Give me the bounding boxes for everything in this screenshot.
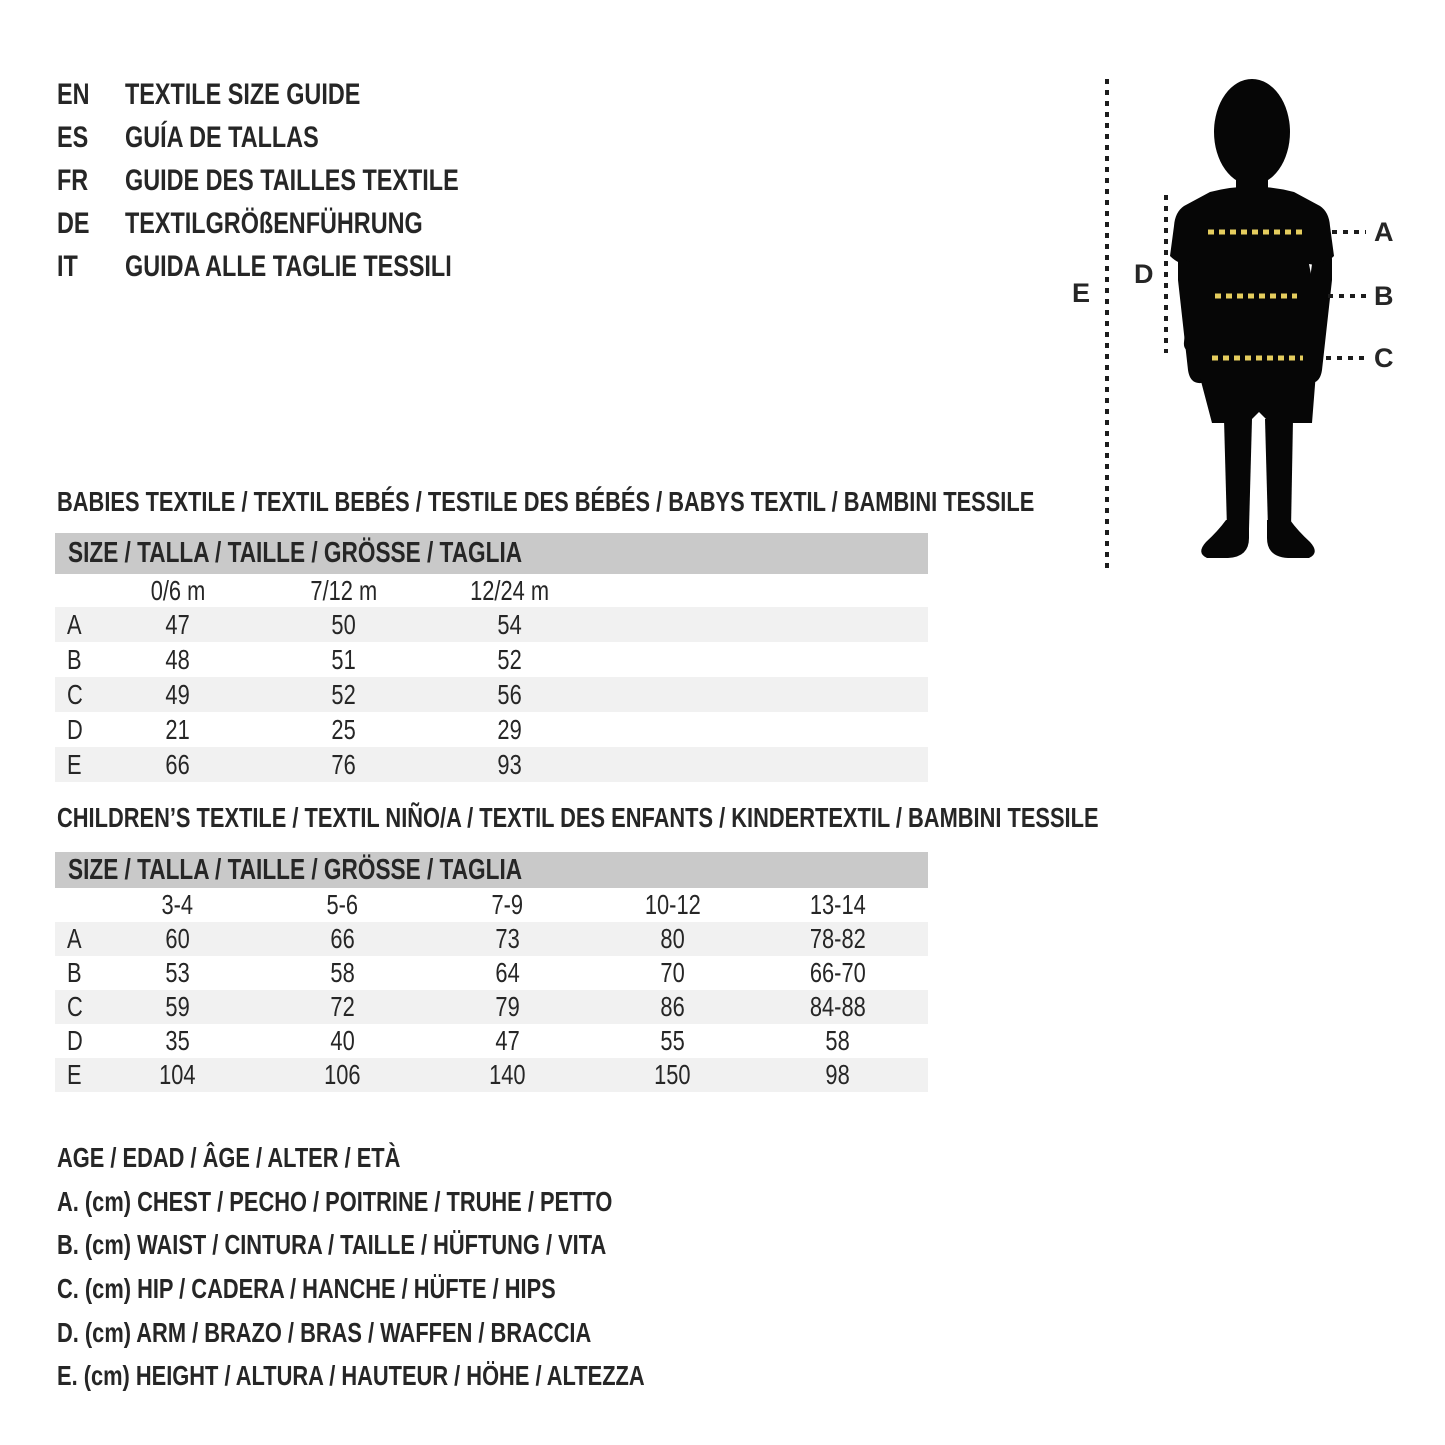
row-label: C — [67, 678, 83, 710]
cell: 60 — [165, 923, 190, 954]
language-title-block — [57, 73, 553, 288]
table-row-d — [55, 712, 928, 747]
cell: 70 — [660, 957, 685, 988]
table-row-b — [55, 956, 928, 990]
cell: 47 — [165, 608, 191, 640]
lang-code: ES — [57, 120, 89, 154]
column-header: 0/6 m — [150, 574, 206, 606]
cell: 79 — [495, 991, 520, 1022]
lang-code: DE — [57, 206, 90, 240]
table-row-c — [55, 677, 928, 712]
cell: 140 — [489, 1059, 526, 1090]
cell: 48 — [165, 643, 191, 675]
row-label: B — [67, 643, 82, 675]
label-height-e: E — [1072, 278, 1091, 308]
column-header: 12/24 m — [470, 574, 550, 606]
cell: 53 — [165, 957, 190, 988]
column-header: 10-12 — [644, 889, 701, 920]
measurement-legend — [57, 1136, 810, 1398]
cell: 72 — [330, 991, 355, 1022]
cell: 73 — [495, 923, 520, 954]
table-row-e — [55, 1058, 928, 1092]
children-size-table — [55, 852, 928, 1092]
cell: 66-70 — [809, 957, 866, 988]
cell: 21 — [165, 713, 191, 745]
children-section-heading: CHILDREN’S TEXTILE / TEXTIL NIÑO/A / TEXTIL DES ENFANTS / KINDERTEXTIL / BAMBINI TESSILE — [57, 802, 1099, 833]
legend-chest: A. (cm) CHEST / PECHO / POITRINE / TRUHE / PETTO — [57, 1185, 613, 1217]
cell: 93 — [497, 748, 523, 780]
legend-hip: C. (cm) HIP / CADERA / HANCHE / HÜFTE / HIPS — [57, 1272, 556, 1304]
cell: 64 — [495, 957, 520, 988]
cell: 106 — [324, 1059, 361, 1090]
lang-code: IT — [57, 249, 78, 283]
cell: 29 — [497, 713, 523, 745]
column-header: 7-9 — [491, 889, 524, 920]
row-label: E — [67, 1059, 82, 1090]
legend-arm: D. (cm) ARM / BRAZO / BRAS / WAFFEN / BRACCIA — [57, 1316, 592, 1348]
cell: 50 — [331, 608, 357, 640]
title-row-de — [57, 202, 553, 245]
guide-title: TEXTILE SIZE GUIDE — [125, 77, 361, 111]
cell: 35 — [165, 1025, 190, 1056]
cell: 104 — [159, 1059, 196, 1090]
cell: 49 — [165, 678, 191, 710]
row-label: E — [67, 748, 82, 780]
cell: 66 — [330, 923, 355, 954]
cell: 55 — [660, 1025, 685, 1056]
row-label: A — [67, 608, 82, 640]
babies-section-heading: BABIES TEXTILE / TEXTIL BEBÉS / TESTILE DES BÉBÉS / BABYS TEXTIL / BAMBINI TESSILE — [57, 486, 1035, 517]
column-header: 13-14 — [809, 889, 866, 920]
lang-code: FR — [57, 163, 89, 197]
guide-title: GUIDE DES TAILLES TEXTILE — [125, 163, 459, 197]
title-row-fr — [57, 159, 553, 202]
babies-size-header-bar: SIZE / TALLA / TAILLE / GRÖSSE / TAGLIA — [55, 533, 928, 574]
legend-age: AGE / EDAD / ÂGE / ALTER / ETÀ — [57, 1141, 401, 1173]
table-row-a — [55, 922, 928, 956]
cell: 59 — [165, 991, 190, 1022]
babies-column-header-row — [55, 574, 928, 607]
table-row-b — [55, 642, 928, 677]
guide-title: TEXTILGRÖßENFÜHRUNG — [125, 206, 423, 240]
row-label: D — [67, 1025, 83, 1056]
cell: 52 — [497, 643, 523, 675]
cell: 150 — [654, 1059, 691, 1090]
row-label: A — [67, 923, 82, 954]
cell: 78-82 — [809, 923, 866, 954]
table-row-a — [55, 607, 928, 642]
legend-height: E. (cm) HEIGHT / ALTURA / HAUTEUR / HÖHE / ALTEZZA — [57, 1360, 645, 1392]
row-label: D — [67, 713, 83, 745]
title-row-it — [57, 245, 553, 288]
title-row-es — [57, 116, 553, 159]
table-row-e — [55, 747, 928, 782]
row-label: C — [67, 991, 83, 1022]
column-header: 3-4 — [161, 889, 194, 920]
cell: 98 — [825, 1059, 850, 1090]
cell: 54 — [497, 608, 523, 640]
legend-waist: B. (cm) WAIST / CINTURA / TAILLE / HÜFTUNG / VITA — [57, 1229, 607, 1261]
cell: 47 — [495, 1025, 520, 1056]
label-chest-a: A — [1374, 217, 1394, 247]
guide-title: GUIDA ALLE TAGLIE TESSILI — [125, 249, 452, 283]
cell: 25 — [331, 713, 357, 745]
table-row-d — [55, 1024, 928, 1058]
cell: 56 — [497, 678, 523, 710]
children-column-header-row — [55, 888, 928, 922]
label-arm-d: D — [1134, 259, 1154, 289]
label-hip-c: C — [1374, 343, 1394, 373]
label-waist-b: B — [1374, 281, 1394, 311]
cell: 58 — [330, 957, 355, 988]
title-row-en — [57, 73, 553, 116]
table-row-c — [55, 990, 928, 1024]
children-size-header-bar: SIZE / TALLA / TAILLE / GRÖSSE / TAGLIA — [55, 852, 928, 888]
cell: 86 — [660, 991, 685, 1022]
babies-size-table — [55, 533, 928, 782]
cell: 80 — [660, 923, 685, 954]
column-header: 5-6 — [326, 889, 359, 920]
cell: 76 — [331, 748, 357, 780]
cell: 58 — [825, 1025, 850, 1056]
cell: 84-88 — [809, 991, 866, 1022]
cell: 52 — [331, 678, 357, 710]
cell: 66 — [165, 748, 191, 780]
row-label: B — [67, 957, 82, 988]
lang-code: EN — [57, 77, 90, 111]
cell: 40 — [330, 1025, 355, 1056]
column-header: 7/12 m — [310, 574, 378, 606]
cell: 51 — [331, 643, 357, 675]
guide-title: GUÍA DE TALLAS — [125, 120, 319, 154]
